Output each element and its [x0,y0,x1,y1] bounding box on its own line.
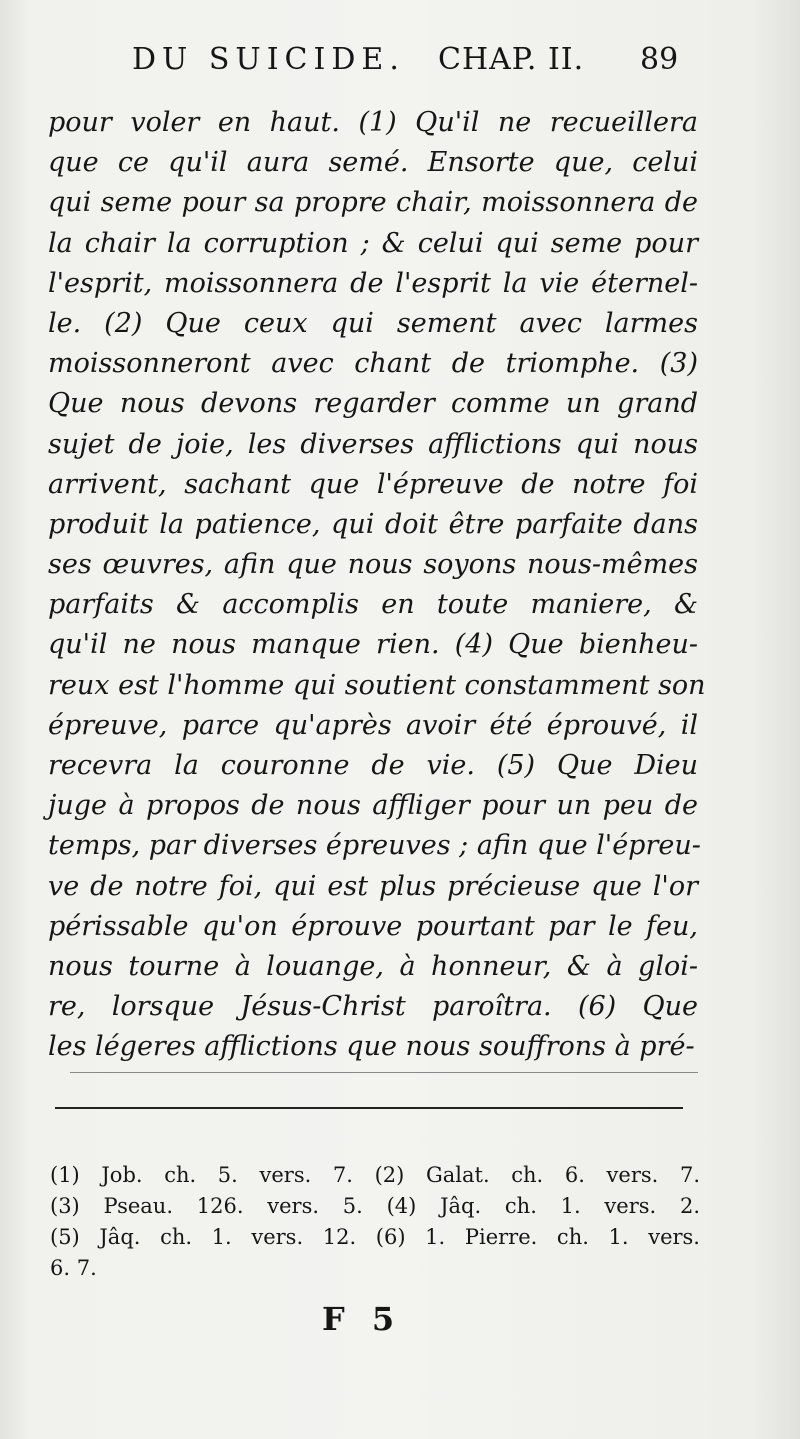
footnote-line: (1) Job. ch. 5. vers. 7. (2) Galat. ch. 6. vers. 7. [50,1163,700,1187]
footnote-line: (5) Jâq. ch. 1. vers. 12. (6) 1. Pierre. ch. 1. vers. [50,1225,700,1249]
text-line: pour voler en haut. (1) Qu'il ne recueillera [48,107,698,138]
text-line: ses œuvres, afin que nous soyons nous-mêmes [48,549,698,581]
text-line: nous tourne à louange, à honneur, & à gloi- [48,950,698,982]
text-line: ve de notre foi, qui est plus précieuse que l'or [48,870,698,902]
text-line: qu'il ne nous manque rien. (4) Que bienheu- [48,629,698,661]
text-bottom-rule [70,1072,698,1073]
text-line: parfaits & accomplis en toute maniere, & [48,589,698,621]
running-header [0,42,800,92]
chapter-label: CHAP. II. [438,42,585,77]
text-line: reux est l'homme qui soutient constamment son [48,669,706,701]
text-line: épreuve, parce qu'après avoir été éprouvé, il [48,709,698,741]
text-line: Que nous devons regarder comme un grand [48,388,698,420]
text-line: sujet de joie, les diverses afflictions qui nous [48,428,698,460]
footnote-rule [55,1107,683,1109]
text-line: re, lorsque Jésus-Christ paroîtra. (6) Que [48,991,698,1023]
footnote-line: 6. 7. [50,1256,97,1280]
text-line: l'esprit, moissonnera de l'esprit la vie éternel- [48,267,698,299]
text-line: le. (2) Que ceux qui sement avec larmes [48,307,698,339]
text-line: que ce qu'il aura semé. Ensorte que, celui [48,147,698,179]
text-line: juge à propos de nous affliger pour un peu de [48,790,698,822]
text-line: qui seme pour sa propre chair, moissonnera de [48,187,698,219]
body-text [48,103,706,1068]
signature-mark: F 5 [322,1300,403,1338]
text-line: périssable qu'on éprouve pourtant par le feu, [48,910,698,942]
text-line: les légeres afflictions que nous souffrons à pré- [48,1031,695,1063]
text-line: recevra la couronne de vie. (5) Que Dieu [48,750,698,781]
footnote-line: (3) Pseau. 126. vers. 5. (4) Jâq. ch. 1. vers. 2. [50,1194,700,1218]
text-line: temps, par diverses épreuves ; afin que l'épreu- [48,830,701,862]
page-number: 89 [640,42,679,77]
footnotes [50,1160,700,1284]
text-line: la chair la corruption ; & celui qui seme pour [48,227,698,259]
text-line: produit la patience, qui doit être parfaite dans [48,508,698,540]
running-title: DU SUICIDE. [132,42,405,77]
text-line: moissonneront avec chant de triomphe. (3) [48,348,698,380]
text-line: arrivent, sachant que l'épreuve de notre foi [48,468,698,500]
